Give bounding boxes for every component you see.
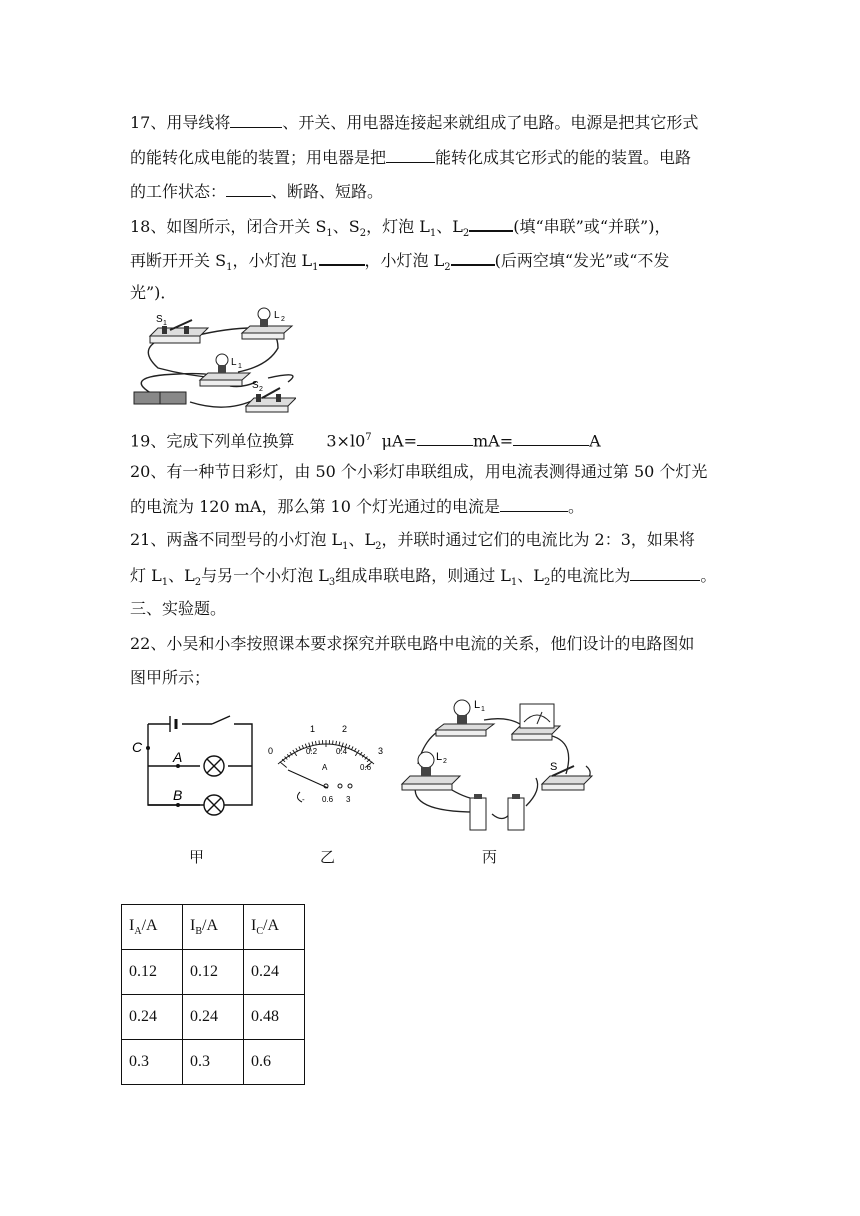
- table-row: [122, 995, 305, 1040]
- q21-line-2: 灯 $L_1$、$L_2$与另一个小灯泡 $L_3$组成串联电路，则通过 $L_1$、$L_2$的电流比为 。: [130, 566, 717, 589]
- q19-blank-2[interactable]: [513, 430, 589, 446]
- q17-line-1: 17、用导线将 、开关、用电器连接起来就组成了电路。电源是把其它形式: [130, 113, 699, 132]
- svg-text:A: A: [173, 749, 183, 765]
- svg-text:L: L: [231, 357, 237, 368]
- bing-lamp-l2: [402, 751, 460, 790]
- svg-text:L: L: [474, 699, 481, 711]
- table-row: [122, 1040, 305, 1085]
- section-title-experiment: 三、实验题。: [130, 599, 227, 618]
- battery: [134, 392, 186, 404]
- svg-text:A: A: [322, 763, 328, 772]
- fig-bing-physical-circuit: [396, 694, 596, 834]
- svg-text:C: C: [132, 739, 143, 755]
- ammeter-needle: [288, 770, 328, 788]
- q21-line-1: 21、两盏不同型号的小灯泡 $L_1$、$L_2$，并联时通过它们的电流比为 2：3，如果将: [130, 530, 695, 553]
- fig-yi-ammeter-dial: [266, 718, 386, 808]
- q20-line-2: 的电流为 120 mA，那么第 10 个灯光通过的电流是 。: [130, 497, 584, 516]
- lamp-symbol-lower: [204, 795, 224, 815]
- svg-text:S: S: [156, 314, 163, 325]
- svg-text:1: 1: [481, 706, 485, 713]
- current-data-table: [121, 904, 305, 1085]
- svg-text:0: 0: [268, 746, 274, 756]
- svg-text:2: 2: [259, 386, 263, 393]
- table-header-cell: $I_C/A$: [244, 905, 305, 950]
- table-cell: 0.3: [122, 1040, 183, 1085]
- q18-blank-2[interactable]: [319, 249, 365, 266]
- svg-text:1: 1: [238, 363, 242, 370]
- svg-text:1: 1: [163, 320, 167, 327]
- table-cell: 0.12: [122, 950, 183, 995]
- dial-tick: [316, 741, 317, 745]
- lamp-l1: [200, 354, 250, 386]
- table-cell: 0.3: [183, 1040, 244, 1085]
- fig-jia-circuit-diagram: [130, 710, 260, 830]
- q20-line-1: 20、有一种节日彩灯，由 50 个小彩灯串联组成，用电流表测得通过第 50 个灯光: [130, 462, 708, 481]
- dial-tick: [280, 762, 287, 768]
- q18-blank-1[interactable]: [469, 215, 513, 232]
- q19-line: 19、完成下列单位换算 $3\times l0^7$ μA= mA= A: [130, 431, 601, 451]
- svg-text:3: 3: [378, 746, 384, 756]
- svg-text:1: 1: [310, 724, 316, 734]
- q18-blank-3[interactable]: [451, 249, 495, 266]
- bing-ammeter: [512, 704, 560, 740]
- dial-tick: [339, 742, 340, 746]
- svg-text:2: 2: [281, 316, 285, 323]
- q18-line-1: 18、如图所示，闭合开关 $S_1$、$S_2$，灯泡 $L_1$、$L_2$ (填“串联”或“并联”)，: [130, 217, 671, 240]
- q19-blank-1[interactable]: [417, 430, 473, 446]
- caption-yi: 乙: [320, 848, 336, 866]
- q18-circuit-figure: [128, 306, 296, 416]
- table-cell: 0.6: [244, 1040, 305, 1085]
- svg-text:S: S: [252, 380, 259, 391]
- svg-text:S: S: [550, 761, 558, 773]
- table-row: [122, 950, 305, 995]
- dial-tick: [312, 742, 313, 746]
- table-cell: 0.24: [183, 995, 244, 1040]
- table-cell: 0.48: [244, 995, 305, 1040]
- caption-bing: 丙: [482, 848, 498, 866]
- svg-text:0.6: 0.6: [322, 795, 334, 804]
- svg-text:0.2: 0.2: [306, 747, 318, 756]
- svg-text:0.4: 0.4: [336, 747, 348, 756]
- q21-blank[interactable]: [630, 565, 700, 581]
- svg-text:-: -: [302, 795, 305, 804]
- table-header-row: [122, 905, 305, 950]
- bing-lamp-l1: [436, 699, 494, 736]
- q22-line-2: 图甲所示；: [130, 668, 211, 687]
- q18-line-2: 再断开开关 $S_1$，小灯泡 $L_1$ ，小灯泡 $L_2$ (后两空填“发光”或“不发: [130, 251, 670, 274]
- svg-text:L: L: [436, 751, 443, 763]
- q20-blank[interactable]: [500, 496, 568, 512]
- q22-line-1: 22、小吴和小李按照课本要求探究并联电路中电流的关系，他们设计的电路图如: [130, 634, 695, 653]
- q17-blank-3[interactable]: [226, 181, 271, 197]
- bing-switch-s: [542, 761, 592, 790]
- table-header-cell: $I_A/A$: [122, 905, 183, 950]
- caption-jia: 甲: [189, 848, 205, 866]
- svg-text:L: L: [274, 310, 280, 321]
- svg-text:0.6: 0.6: [360, 763, 372, 772]
- table-header-cell: $I_B/A$: [183, 905, 244, 950]
- table-cell: 0.12: [183, 950, 244, 995]
- q17-line-2: 的能转化成电能的装置；用电器是把 能转化成其它形式的能的装置。电路: [130, 148, 692, 167]
- q17-blank-1[interactable]: [230, 112, 282, 128]
- svg-text:3: 3: [346, 795, 351, 804]
- table-cell: 0.24: [122, 995, 183, 1040]
- lamp-l2: [242, 308, 292, 339]
- q17-blank-2[interactable]: [386, 147, 435, 163]
- svg-text:B: B: [173, 787, 183, 803]
- svg-text:2: 2: [443, 758, 447, 765]
- q17-line-3: 的工作状态： 、断路、短路。: [130, 182, 384, 201]
- switch-s2: [246, 380, 296, 412]
- table-cell: 0.24: [244, 950, 305, 995]
- svg-text:2: 2: [342, 724, 348, 734]
- switch-s1: [150, 314, 208, 343]
- bing-batteries: [470, 794, 524, 830]
- dial-tick: [336, 741, 337, 745]
- q18-line-3: 光”)．: [130, 283, 177, 302]
- lamp-symbol-upper: [204, 756, 224, 776]
